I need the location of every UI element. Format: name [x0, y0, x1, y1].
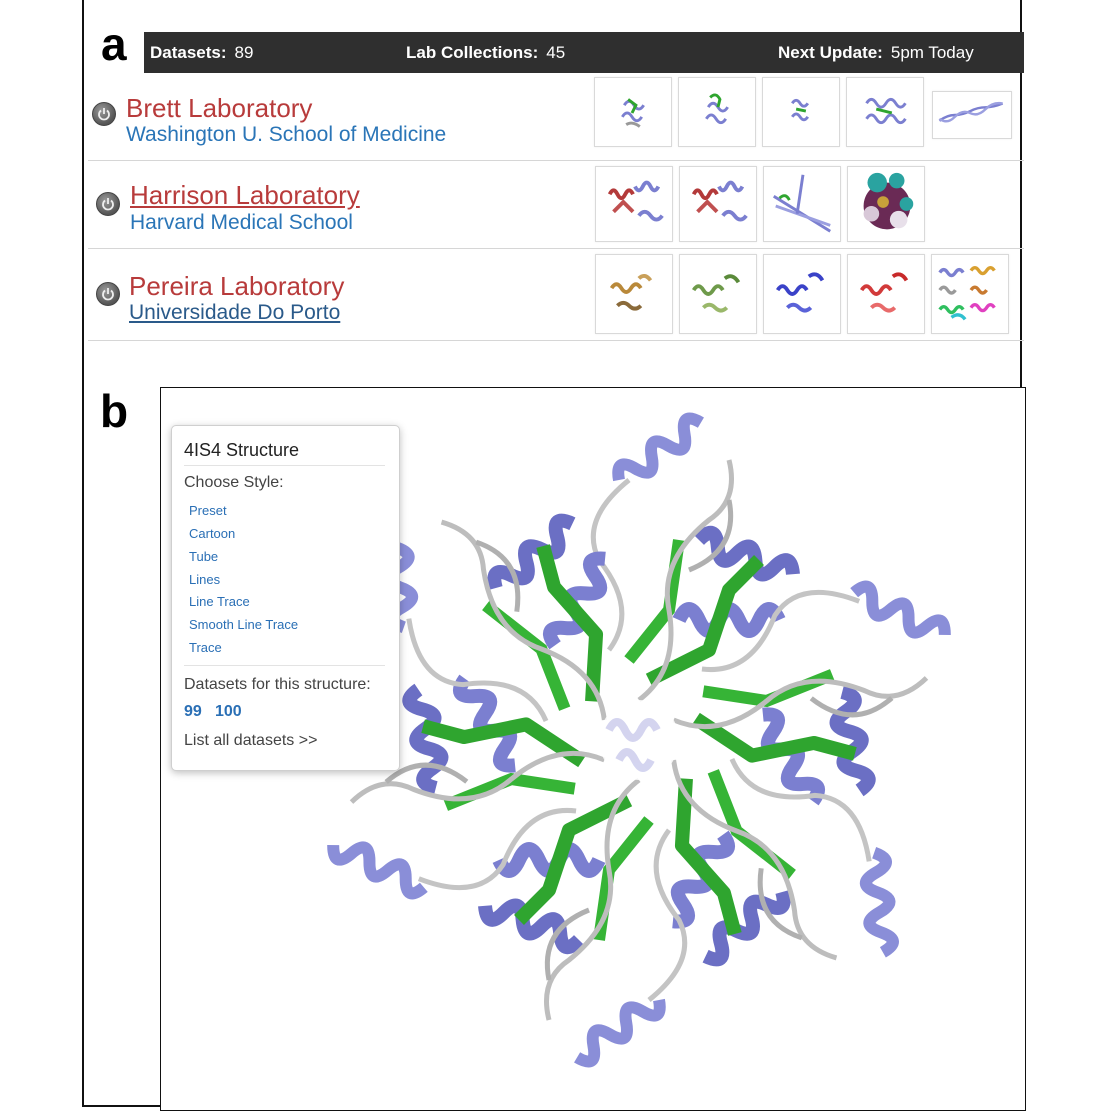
lab-collections-stat: [406, 43, 565, 63]
next-update-stat-value: 5pm Today: [890, 43, 974, 62]
lab-row-pereira[interactable]: [88, 248, 1024, 341]
structure-thumbnail[interactable]: [595, 166, 673, 242]
lab-row-brett[interactable]: [88, 72, 1024, 161]
lab-collections-stat-label: Lab Collections:: [406, 43, 539, 62]
divider: [184, 665, 385, 666]
panel-label-b: b: [100, 385, 129, 437]
datasets-stat: [150, 43, 253, 63]
structure-thumbnail[interactable]: [762, 77, 840, 147]
structure-thumbnail[interactable]: [678, 77, 756, 147]
structure-thumbnail[interactable]: [931, 254, 1009, 334]
style-option-preset[interactable]: Preset: [189, 503, 227, 518]
lab-name-link[interactable]: Harrison Laboratory: [130, 180, 360, 210]
style-option-lines[interactable]: Lines: [189, 572, 221, 587]
structure-popup: [171, 425, 400, 771]
structure-popup-title: 4IS4 Structure: [184, 440, 300, 460]
structure-thumbnail[interactable]: [763, 166, 841, 242]
dataset-link-100[interactable]: 100: [215, 703, 242, 720]
structure-thumbnail[interactable]: [679, 166, 757, 242]
style-option-smooth-line-trace[interactable]: Smooth Line Trace: [189, 617, 299, 632]
panel-label-a: a: [101, 18, 127, 70]
style-option-trace[interactable]: Trace: [189, 640, 222, 655]
datasets-stat-value: 89: [234, 43, 254, 62]
structure-thumbnail[interactable]: [847, 166, 925, 242]
list-all-datasets-link[interactable]: List all datasets >>: [184, 732, 318, 749]
power-icon[interactable]: [96, 282, 120, 306]
style-option-tube[interactable]: Tube: [189, 549, 219, 564]
lab-row-harrison[interactable]: [88, 160, 1024, 249]
structure-thumbnail[interactable]: [847, 254, 925, 334]
structure-thumbnail[interactable]: [763, 254, 841, 334]
next-update-stat-label: Next Update:: [778, 43, 883, 62]
style-option-line-trace[interactable]: Line Trace: [189, 594, 250, 609]
institution-link[interactable]: Universidade Do Porto: [129, 301, 341, 324]
style-option-cartoon[interactable]: Cartoon: [189, 526, 236, 541]
institution-link[interactable]: Washington U. School of Medicine: [126, 123, 447, 146]
choose-style-label: Choose Style:: [184, 474, 284, 491]
divider: [184, 465, 385, 466]
structure-thumbnail[interactable]: [594, 77, 672, 147]
datasets-for-structure-label: Datasets for this structure:: [184, 676, 371, 693]
stats-bar: [144, 32, 1024, 73]
lab-collections-stat-value: 45: [546, 43, 566, 62]
lab-name-link[interactable]: Brett Laboratory: [126, 93, 313, 123]
power-icon[interactable]: [96, 192, 120, 216]
datasets-stat-label: Datasets:: [150, 43, 227, 62]
power-icon[interactable]: [92, 102, 116, 126]
structure-thumbnail[interactable]: [679, 254, 757, 334]
institution-link[interactable]: Harvard Medical School: [130, 211, 353, 234]
lab-name-link[interactable]: Pereira Laboratory: [129, 271, 345, 301]
dataset-link-99[interactable]: 99: [184, 703, 202, 720]
structure-thumbnail[interactable]: [846, 77, 924, 147]
structure-thumbnail[interactable]: [595, 254, 673, 334]
structure-thumbnail[interactable]: [932, 91, 1012, 139]
next-update-stat: [778, 43, 974, 63]
